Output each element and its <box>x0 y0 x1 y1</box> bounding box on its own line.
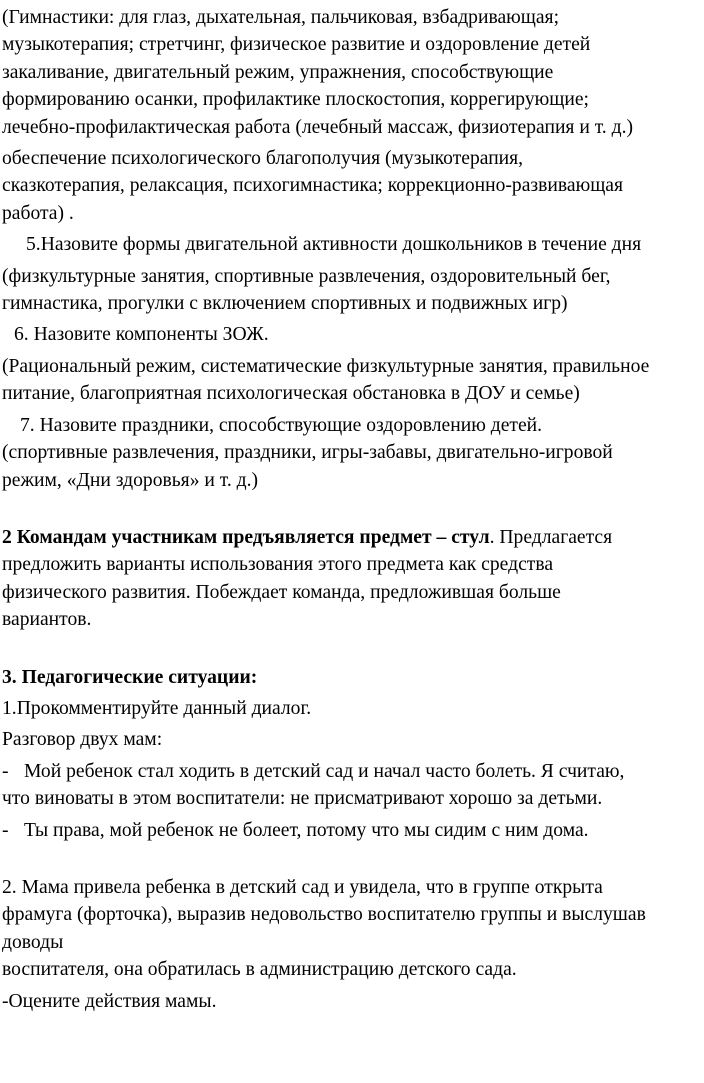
text-line: воспитателя, она обратилась в администрацию детского сада. <box>2 959 517 981</box>
text-line: (спортивные развлечения, праздники, игры-забавы, двигательно-игровой <box>2 442 613 464</box>
dialog-line-2 <box>2 817 704 844</box>
task-3-intro: Разговор двух мам: <box>2 729 163 751</box>
text-line: предложить варианты использования этого предмета как средства <box>2 554 554 576</box>
task-3-situation-2 <box>2 874 704 1015</box>
text-line: (физкультурные занятия, спортивные развлечения, оздоровительный бег, <box>2 265 611 287</box>
text-line: физического развития. Побеждает команда, предложившая больше <box>2 581 561 603</box>
question-evaluate: -Оцените действия мамы. <box>2 990 217 1012</box>
dash-marker: - <box>2 760 9 782</box>
task-3 <box>2 664 704 844</box>
answer-5 <box>2 263 704 318</box>
text-line: (Гимнастики: для глаз, дыхательная, пальчиковая, взбадривающая; <box>2 7 560 28</box>
text-line: формированию осанки, профилактике плоскостопия, коррегирующие; <box>2 89 589 111</box>
dialog-line-1 <box>2 758 704 785</box>
task-3-item-1: 1.Прокомментируйте данный диалог. <box>2 697 312 719</box>
text-line: сказкотерапия, релаксация, психогимнастика; коррекционно-развивающая <box>2 175 624 197</box>
text-line: доводы <box>2 931 64 953</box>
task-2-heading-line <box>2 524 704 551</box>
text-line: работа) . <box>2 202 74 224</box>
task-3-heading: 3. Педагогические ситуации: <box>2 666 258 688</box>
text-line: 2. Мама привела ребенка в детский сад и увидела, что в группе открыта <box>2 876 603 898</box>
text-line: режим, «Дни здоровья» и т. д.) <box>2 469 259 491</box>
question-6: 6. Назовите компоненты ЗОЖ. <box>14 324 269 346</box>
text-line: фрамуга (форточка), выразив недовольство воспитателю группы и выслушав <box>2 904 646 926</box>
text-line: что виноваты в этом воспитатели: не присматривают хорошо за детьми. <box>2 788 603 810</box>
text-line: обеспечение психологического благополучия (музыкотерапия, <box>2 148 524 170</box>
text-line: Мой ребенок стал ходить в детский сад и начал часто болеть. Я считаю, <box>24 760 625 782</box>
question-7: 7. Назовите праздники, способствующие оздоровлению детей. <box>20 414 543 436</box>
text-line: питание, благоприятная психологическая обстановка в ДОУ и семье) <box>2 383 580 405</box>
paragraph-gymnastics <box>2 4 704 141</box>
text-line: вариантов. <box>2 609 92 631</box>
answer-7 <box>2 439 704 494</box>
text-line: лечебно-профилактическая работа (лечебный массаж, физиотерапия и т. д.) <box>2 116 633 138</box>
task-2 <box>2 524 704 634</box>
text-line: музыкотерапия; стретчинг, физическое развитие и оздоровление детей <box>2 34 591 56</box>
question-5: 5.Назовите формы двигательной активности дошкольников в течение дня <box>26 234 642 256</box>
task-2-bold: 2 Командам участникам предъявляется предмет – стул <box>2 526 490 548</box>
dash-marker: - <box>2 819 9 841</box>
text-line: закаливание, двигательный режим, упражнения, способствующие <box>2 61 554 83</box>
text-line: Ты права, мой ребенок не болеет, потому что мы сидим с ним дома. <box>24 819 589 841</box>
text-line: (Рациональный режим, систематические физкультурные занятия, правильное <box>2 355 650 377</box>
text-line: гимнастика, прогулки с включением спортивных и подвижных игр) <box>2 293 568 315</box>
paragraph-psychology <box>2 145 704 227</box>
answer-6 <box>2 353 704 408</box>
task-2-rest: . Предлагается <box>489 526 613 548</box>
